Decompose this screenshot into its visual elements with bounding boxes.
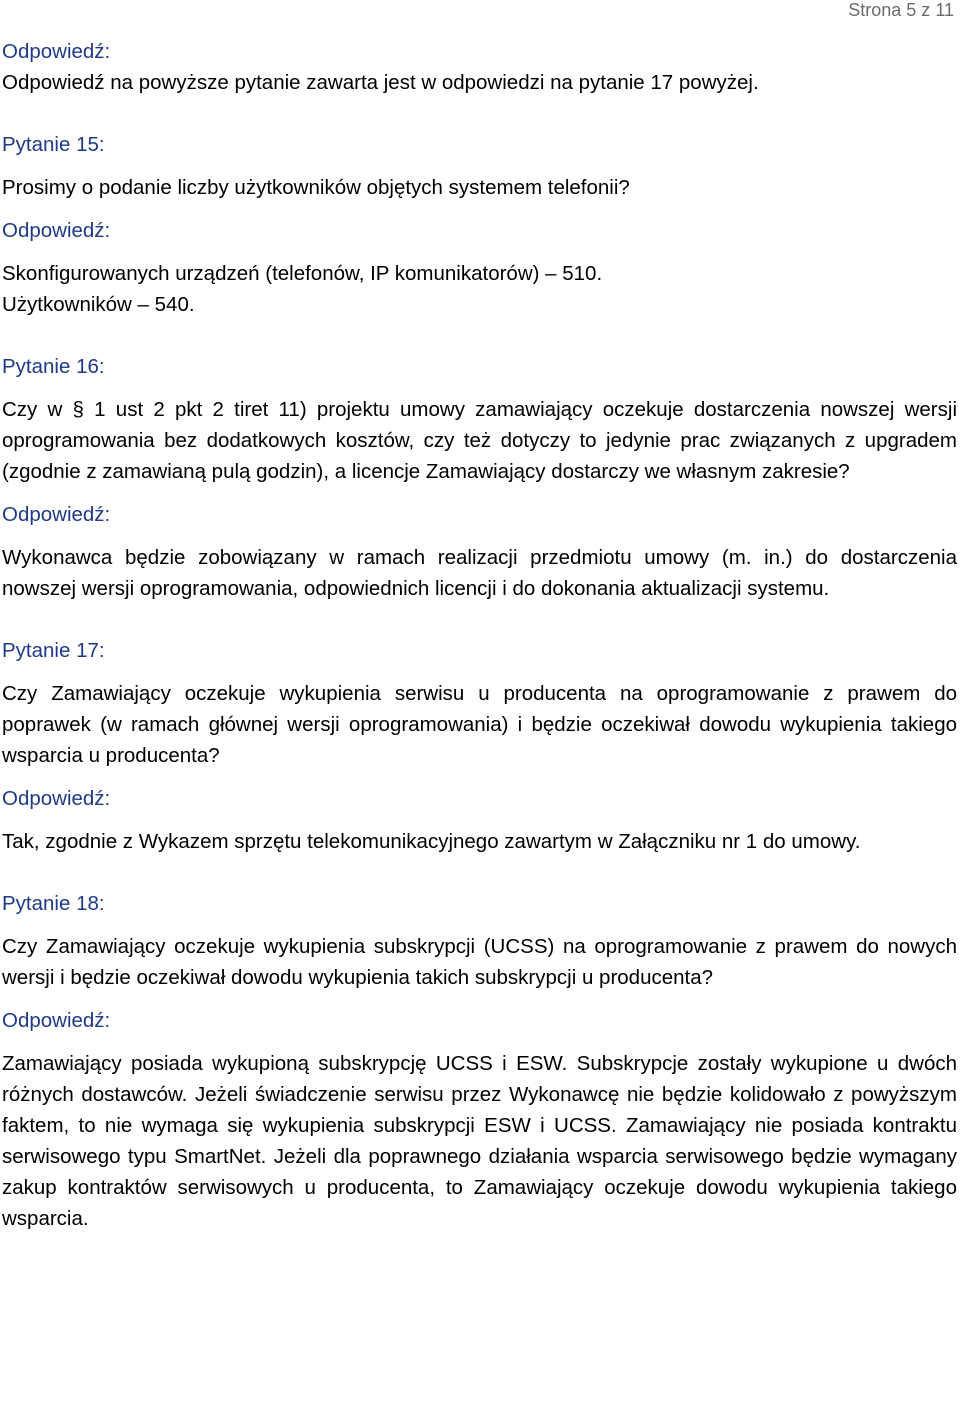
answer-text: Skonfigurowanych urządzeń (telefonów, IP komunikatorów) – 510. — [2, 262, 603, 285]
answer-label: Odpowiedź: — [2, 503, 111, 526]
question-label: Pytanie 15: — [2, 133, 105, 156]
question-label: Pytanie 17: — [2, 639, 105, 662]
question-15-block — [2, 129, 957, 320]
answer-text: Tak, zgodnie z Wykazem sprzętu telekomunikacyjnego zawartym w Załączniku nr 1 do umowy. — [2, 830, 861, 853]
question-text: Prosimy o podanie liczby użytkowników objętych systemem telefonii? — [2, 176, 630, 199]
answer-text: Zamawiający posiada wykupioną subskrypcję UCSS i ESW. Subskrypcje zostały wykupione u dwóch różnych dostawców. Jeżeli świadczenie serwisu przez Wykonawcę nie będzie kolidowało z powyższym faktem, to nie wymaga się wykupienia subskrypcji ESW i UCSS. Zamawiający nie posiada kontraktu serwisowego typu SmartNet. Jeżeli dla poprawnego działania wsparcia serwisowego będzie wymagany zakup kontraktów serwisowych u producenta, to Zamawiający oczekuje dowodu wykupienia takiego wsparcia. — [2, 1052, 957, 1230]
answer-text: Wykonawca będzie zobowiązany w ramach realizacji przedmiotu umowy (m. in.) do dostarczenia nowszej wersji oprogramowania, odpowiednich licencji i do dokonania aktualizacji systemu. — [2, 546, 957, 600]
page-number: Strona 5 z 11 — [848, 0, 954, 20]
answer-label: Odpowiedź: — [2, 1009, 111, 1032]
answer-label: Odpowiedź: — [2, 787, 111, 810]
answer-label: Odpowiedź: — [2, 40, 111, 63]
document-body — [2, 36, 957, 1265]
question-18-block — [2, 888, 957, 1234]
answer-text: Odpowiedź na powyższe pytanie zawarta jest w odpowiedzi na pytanie 17 powyżej. — [2, 71, 759, 94]
question-label: Pytanie 18: — [2, 892, 105, 915]
question-16-block — [2, 351, 957, 604]
question-17-block — [2, 635, 957, 857]
answer-text: Użytkowników – 540. — [2, 293, 195, 316]
answer-label: Odpowiedź: — [2, 219, 111, 242]
question-text: Czy Zamawiający oczekuje wykupienia subskrypcji (UCSS) na oprogramowanie z prawem do nowych wersji i będzie oczekiwał dowodu wykupienia takich subskrypcji u producenta? — [2, 935, 957, 989]
question-text: Czy w § 1 ust 2 pkt 2 tiret 11) projektu umowy zamawiający oczekuje dostarczenia nowszej wersji oprogramowania bez dodatkowych kosztów, czy też dotyczy to jedynie prac związanych z upgradem (zgodnie z zamawianą pulą godzin), a licencje Zamawiający dostarczy we własnym zakresie? — [2, 398, 957, 483]
intro-answer-block — [2, 36, 957, 98]
question-text: Czy Zamawiający oczekuje wykupienia serwisu u producenta na oprogramowanie z prawem do poprawek (w ramach głównej wersji oprogramowania) i będzie oczekiwał dowodu wykupienia takiego wsparcia u producenta? — [2, 682, 957, 767]
question-label: Pytanie 16: — [2, 355, 105, 378]
